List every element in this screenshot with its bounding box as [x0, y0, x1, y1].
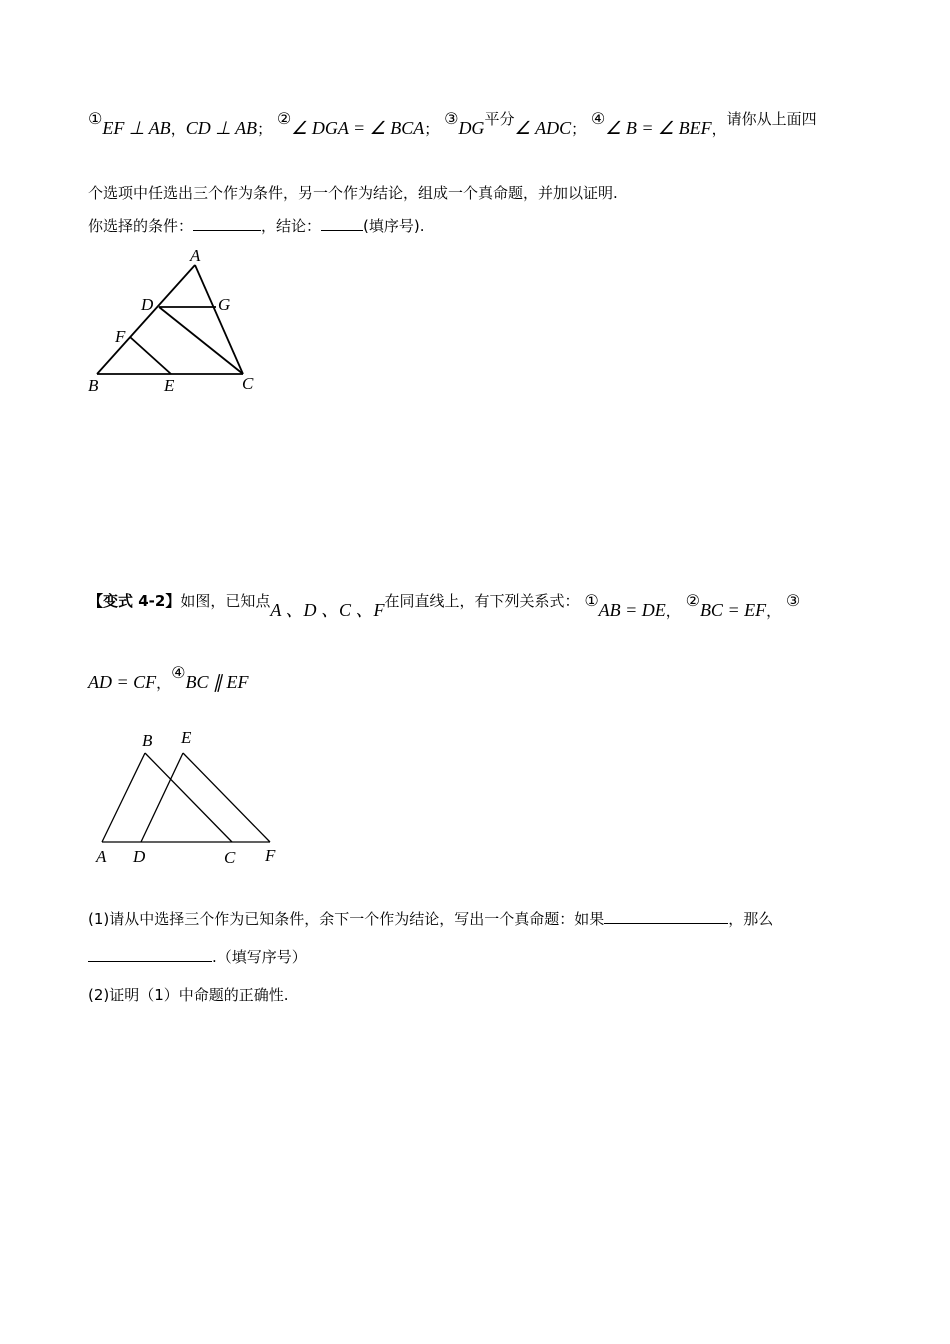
separator: ， [665, 602, 681, 620]
q1-line1-tail: 请你从上面四 [726, 110, 817, 128]
condition-3b: ∠ ADC [514, 118, 572, 138]
label-F: F [265, 846, 276, 865]
q2-statement-line2 [88, 663, 249, 693]
if-blank[interactable] [604, 923, 728, 924]
relation-number-2: ② [685, 591, 700, 610]
condition-1b: CD ⊥ AB [185, 118, 258, 138]
q2-statement-line1 [88, 591, 801, 622]
q1-answer-suffix: (填序号). [363, 217, 425, 235]
condition-2: ∠ DGA = ∠ BCA [291, 118, 425, 138]
label-G: G [218, 295, 231, 314]
q1-instruction: 个选项中任选出三个作为条件，另一个作为结论，组成一个真命题，并加以证明. [88, 184, 618, 202]
relation-number-1: ① [584, 591, 599, 610]
separator: ， [766, 602, 782, 620]
relation-1: AB = DE [598, 600, 666, 620]
q2-part1-prompt: (1)请从中选择三个作为已知条件，余下一个作为结论，写出一个真命题：如果 [88, 910, 605, 928]
label-A: A [190, 246, 201, 265]
then-blank[interactable] [88, 961, 212, 962]
label-C: C [224, 848, 236, 867]
separator: ； [257, 120, 273, 138]
label-D: D [133, 847, 146, 866]
label-D: D [141, 295, 154, 314]
q2-part1-note: .（填写序号） [212, 948, 307, 966]
separator: ， [711, 120, 727, 138]
conditions-blank[interactable] [193, 230, 261, 231]
condition-4: ∠ B = ∠ BEF [605, 118, 712, 138]
option-number-2: ② [276, 109, 292, 128]
option-number-1: ① [88, 109, 103, 128]
q2-intro: 如图，已知点 [180, 592, 271, 610]
triangle-figure-1 [80, 240, 280, 400]
option-number-3: ③ [444, 109, 459, 128]
option-number-4: ④ [590, 109, 606, 128]
q2-tag: 【变式 4-2】 [88, 592, 181, 610]
q2-points: A 、D 、C 、F [270, 600, 385, 620]
relation-2: BC = EF [699, 600, 767, 620]
label-B: B [88, 376, 99, 395]
q2-intro2: 在同直线上，有下列关系式： [384, 592, 580, 610]
label-C: C [242, 374, 254, 393]
label-B: B [142, 731, 153, 750]
conclusion-blank[interactable] [321, 230, 363, 231]
label-E: E [181, 728, 192, 747]
relation-number-3: ③ [785, 591, 801, 610]
condition-3-word: 平分 [484, 110, 515, 128]
q1-answer-line [88, 215, 425, 236]
relation-number-4: ④ [171, 663, 186, 682]
q1-answer-mid: ，结论： [261, 217, 322, 235]
q1-answer-prefix: 你选择的条件： [88, 217, 194, 235]
separator: ； [571, 120, 587, 138]
triangle-figure-2 [88, 722, 298, 872]
separator: ， [170, 120, 186, 138]
condition-3a: DG [458, 118, 485, 138]
label-F: F [115, 327, 126, 346]
separator: ， [156, 674, 172, 692]
q2-part2: (2)证明（1）中命题的正确性. [88, 986, 289, 1004]
separator: ； [424, 120, 440, 138]
relation-3: AD = CF [88, 672, 157, 692]
label-A: A [96, 847, 107, 866]
relation-4: BC ∥ EF [185, 672, 249, 692]
q2-part1-line1 [88, 908, 773, 929]
q2-part1-line2 [88, 946, 307, 967]
condition-1a: EF ⊥ AB [102, 118, 171, 138]
q2-part1-then: ，那么 [728, 910, 774, 928]
label-E: E [164, 376, 175, 395]
q1-conditions-line [88, 109, 817, 139]
